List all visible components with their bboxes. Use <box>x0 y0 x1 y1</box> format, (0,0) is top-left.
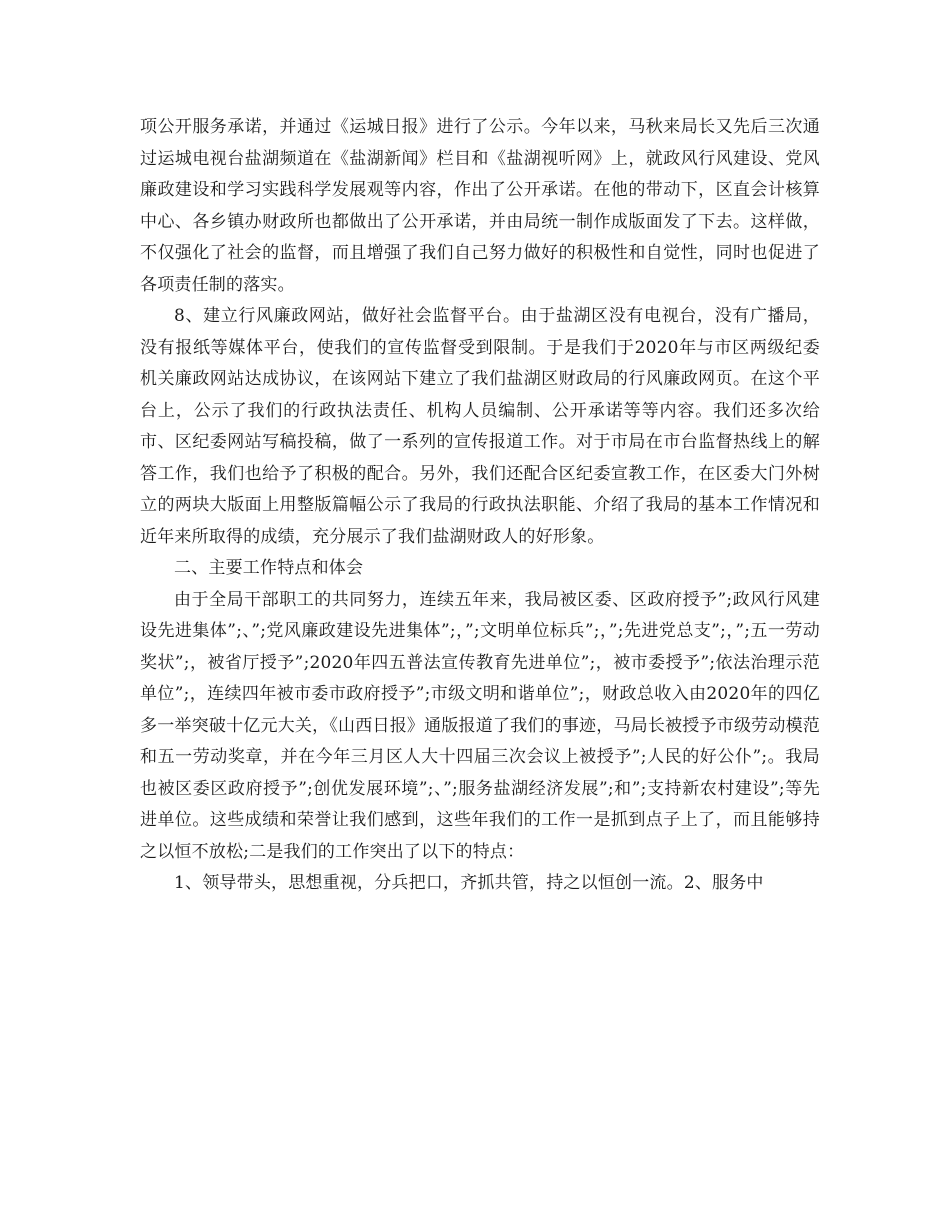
paragraph-continuation: 项公开服务承诺，并通过《运城日报》进行了公示。今年以来，马秋来局长又先后三次通过运城电视台盐湖频道在《盐湖新闻》栏目和《盐湖视听网》上，就政风行风建设、党风廉政建设和学习实践科学发展观等内容，作出了公开承诺。在他的带动下，区直会计核算中心、各乡镇办财政所也都做出了公开承诺，并由局统一制作成版面发了下去。这样做，不仅强化了社会的监督，而且增强了我们自己努力做好的积极性和自觉性，同时也促进了各项责任制的落实。 <box>140 117 820 295</box>
paragraph-item-8: 8、建立行风廉政网站，做好社会监督平台。由于盐湖区没有电视台，没有广播局，没有报纸等媒体平台，使我们的宣传监督受到限制。于是我们于2020年与市区两级纪委机关廉政网站达成协议，在该网站下建立了我们盐湖区财政局的行风廉政网页。在这个平台上，公示了我们的行政执法责任、机构人员编制、公开承诺等等内容。我们还多次给市、区纪委网站写稿投稿，做了一系列的宣传报道工作。对于市局在市台监督热线上的解答工作，我们也给予了积极的配合。另外，我们还配合区纪委宣教工作，在区委大门外树立的两块大版面上用整版篇幅公示了我局的行政执法职能、介绍了我局的基本工作情况和近年来所取得的成绩，充分展示了我们盐湖财政人的好形象。 <box>140 306 820 547</box>
document-body <box>140 112 820 900</box>
paragraph-achievements: 由于全局干部职工的共同努力，连续五年来，我局被区委、区政府授予”;政风行风建设先进集体”;、”;党风廉政建设先进集体”;，”;文明单位标兵”;，”;先进党总支”;，”;五一劳动奖状”;，被省厅授予”;2020年四五普法宣传教育先进单位”;，被市委授予”;依法治理示范单位”;，连续四年被市委市政府授予”;市级文明和谐单位”;，财政总收入由2020年的四亿多一举突破十亿元大关，《山西日报》通版报道了我们的事迹，马局长被授予市级劳动模范和五一劳动奖章，并在今年三月区人大十四届三次会议上被授予”;人民的好公仆”;。我局也被区委区政府授予”;创优发展环境”;、”;服务盐湖经济发展”;和”;支持新农村建设”;等先进单位。这些成绩和荣誉让我们感到，这些年我们的工作一是抓到点子上了，而且能够持之以恒不放松;二是我们的工作突出了以下的特点： <box>140 589 820 862</box>
paragraph-features: 1、领导带头，思想重视，分兵把口，齐抓共管，持之以恒创一流。2、服务中 <box>174 873 764 893</box>
section-heading: 二、主要工作特点和体会 <box>174 558 364 578</box>
